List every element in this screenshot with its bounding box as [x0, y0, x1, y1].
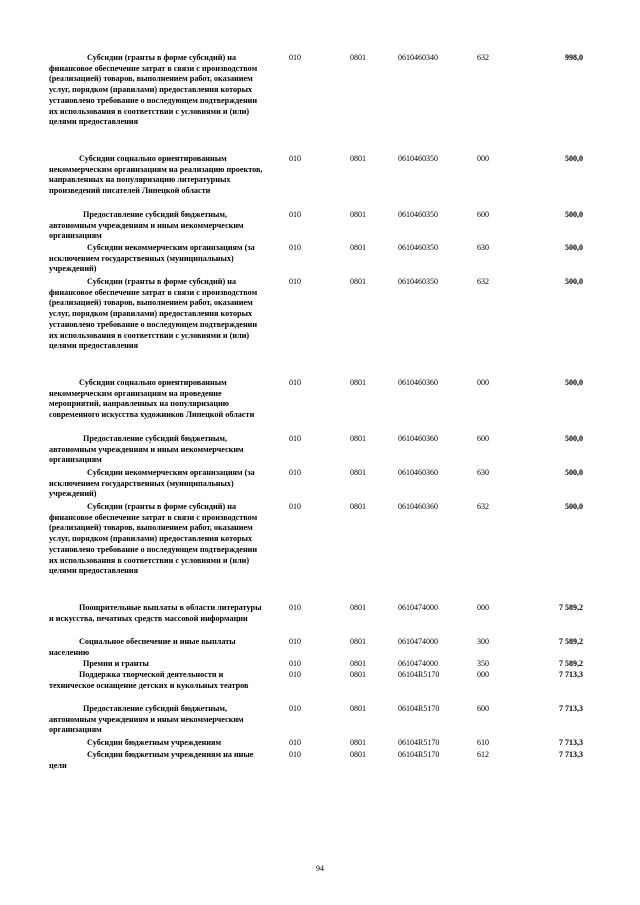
expense-type-code: 612: [477, 750, 489, 759]
row-name: Субсидии социально ориентированным некоммерческим организациям на реализацию проектов, направленных на популяризацию литературных произведений писателей Липецкой области: [49, 154, 263, 196]
admin-code: 010: [289, 277, 301, 286]
expense-type-code: 000: [477, 670, 489, 679]
expense-type-code: 000: [477, 154, 489, 163]
admin-code: 010: [289, 210, 301, 219]
section-code: 0801: [350, 659, 366, 668]
section-code: 0801: [350, 670, 366, 679]
row-name: Поддержка творческой деятельности и техническое оснащение детских и кукольных театров: [49, 670, 249, 690]
section-code: 0801: [350, 434, 366, 443]
row-name: Субсидии социально ориентированным некоммерческим организациям на проведение мероприятий, направленных на популяризацию современного искусства художников Липецкой области: [49, 378, 255, 420]
amount: 500,0: [565, 277, 583, 286]
target-article-code: 0610460350: [398, 277, 438, 286]
expense-type-code: 630: [477, 243, 489, 252]
target-article-code: 0610460360: [398, 378, 438, 387]
row-name: Субсидии (гранты в форме субсидий) на финансовое обеспечение затрат в связи с производством (реализацией) товаров, выполнением работ, оказанием услуг, порядком (правилами) предоставления которых установлено требование о последующем подтверждении их использования в соответствии с условиями и (или) целями предоставления: [49, 53, 258, 127]
amount: 500,0: [565, 434, 583, 443]
admin-code: 010: [289, 378, 301, 387]
amount: 500,0: [565, 502, 583, 511]
amount: 500,0: [565, 468, 583, 477]
row-name: Субсидии бюджетным учреждениям на иные цели: [49, 750, 254, 770]
target-article-code: 0610460350: [398, 243, 438, 252]
expense-type-code: 600: [477, 704, 489, 713]
amount: 7 589,2: [559, 603, 583, 612]
expense-type-code: 610: [477, 738, 489, 747]
row-name: Социальное обеспечение и иные выплаты населению: [49, 637, 236, 657]
admin-code: 010: [289, 670, 301, 679]
row-name: Субсидии (гранты в форме субсидий) на финансовое обеспечение затрат в связи с производством (реализацией) товаров, выполнением работ, оказанием услуг, порядком (правилами) предоставления которых установлено требование о последующем подтверждении их использования в соответствии с условиями и (или) целями предоставления: [49, 502, 258, 576]
amount: 7 713,3: [559, 670, 583, 679]
target-article-code: 0610474000: [398, 603, 438, 612]
amount: 500,0: [565, 154, 583, 163]
target-article-code: 0610460360: [398, 434, 438, 443]
section-code: 0801: [350, 750, 366, 759]
amount: 7 589,2: [559, 637, 583, 646]
admin-code: 010: [289, 468, 301, 477]
expense-type-code: 632: [477, 53, 489, 62]
target-article-code: 0610460340: [398, 53, 438, 62]
page-number: 94: [316, 864, 324, 873]
target-article-code: 0610460350: [398, 154, 438, 163]
section-code: 0801: [350, 378, 366, 387]
expense-type-code: 630: [477, 468, 489, 477]
amount: 500,0: [565, 210, 583, 219]
section-code: 0801: [350, 277, 366, 286]
row-name: Субсидии бюджетным учреждениям: [87, 738, 222, 747]
admin-code: 010: [289, 603, 301, 612]
section-code: 0801: [350, 637, 366, 646]
target-article-code: 06104R5170: [398, 670, 440, 679]
target-article-code: 06104R5170: [398, 750, 440, 759]
section-code: 0801: [350, 704, 366, 713]
row-name: Предоставление субсидий бюджетным, автономным учреждениям и иным некоммерческим организациям: [49, 434, 244, 465]
amount: 7 713,3: [559, 738, 583, 747]
admin-code: 010: [289, 704, 301, 713]
amount: 7 713,3: [559, 704, 583, 713]
expense-type-code: 300: [477, 637, 489, 646]
section-code: 0801: [350, 53, 366, 62]
admin-code: 010: [289, 154, 301, 163]
section-code: 0801: [350, 738, 366, 747]
target-article-code: 0610460360: [398, 502, 438, 511]
admin-code: 010: [289, 502, 301, 511]
expense-type-code: 350: [477, 659, 489, 668]
admin-code: 010: [289, 738, 301, 747]
expense-type-code: 632: [477, 277, 489, 286]
section-code: 0801: [350, 603, 366, 612]
amount: 500,0: [565, 378, 583, 387]
section-code: 0801: [350, 468, 366, 477]
row-name: Субсидии некоммерческим организациям (за исключением государственных (муниципальных) учреждений): [49, 243, 255, 274]
expense-type-code: 000: [477, 603, 489, 612]
section-code: 0801: [350, 154, 366, 163]
target-article-code: 0610460350: [398, 210, 438, 219]
target-article-code: 0610474000: [398, 659, 438, 668]
admin-code: 010: [289, 659, 301, 668]
row-name: Субсидии некоммерческим организациям (за исключением государственных (муниципальных) учреждений): [49, 468, 255, 499]
admin-code: 010: [289, 53, 301, 62]
target-article-code: 0610460360: [398, 468, 438, 477]
row-name: Субсидии (гранты в форме субсидий) на финансовое обеспечение затрат в связи с производством (реализацией) товаров, выполнением работ, оказанием услуг, порядком (правилами) предоставления которых установлено требование о последующем подтверждении их использования в соответствии с условиями и (или) целями предоставления: [49, 277, 258, 351]
admin-code: 010: [289, 750, 301, 759]
section-code: 0801: [350, 502, 366, 511]
amount: 500,0: [565, 243, 583, 252]
row-name: Предоставление субсидий бюджетным, автономным учреждениям и иным некоммерческим организациям: [49, 210, 244, 241]
section-code: 0801: [350, 210, 366, 219]
amount: 998,0: [565, 53, 583, 62]
row-name: Премии и гранты: [83, 659, 149, 668]
target-article-code: 0610474000: [398, 637, 438, 646]
target-article-code: 06104R5170: [398, 738, 440, 747]
amount: 7 713,3: [559, 750, 583, 759]
admin-code: 010: [289, 434, 301, 443]
admin-code: 010: [289, 243, 301, 252]
row-name: Предоставление субсидий бюджетным, автономным учреждениям и иным некоммерческим организациям: [49, 704, 244, 735]
expense-type-code: 000: [477, 378, 489, 387]
expense-type-code: 600: [477, 210, 489, 219]
expense-type-code: 632: [477, 502, 489, 511]
target-article-code: 06104R5170: [398, 704, 440, 713]
section-code: 0801: [350, 243, 366, 252]
amount: 7 589,2: [559, 659, 583, 668]
expense-type-code: 600: [477, 434, 489, 443]
row-name: Поощрительные выплаты в области литературы и искусства, печатных средств массовой информации: [49, 603, 262, 623]
admin-code: 010: [289, 637, 301, 646]
